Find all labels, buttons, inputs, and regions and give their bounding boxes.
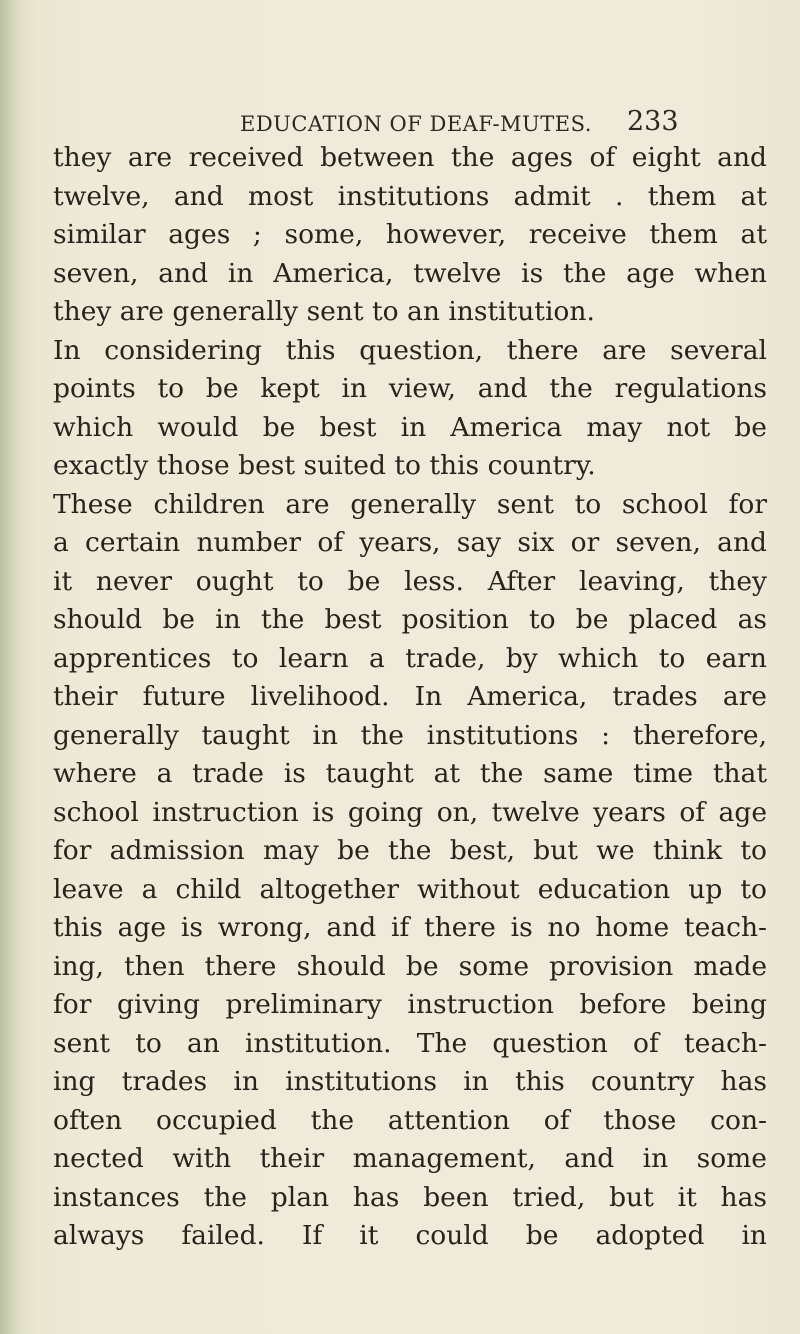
text-line: instances the plan has been tried, but it has bbox=[53, 1181, 767, 1213]
text-line: seven, and in America, twelve is the age when bbox=[53, 257, 767, 289]
text-line: apprentices to learn a trade, by which to earn bbox=[53, 642, 767, 674]
running-title: EDUCATION OF DEAF-MUTES. bbox=[240, 112, 592, 136]
text-line: twelve, and most institutions admit . them at bbox=[53, 180, 767, 212]
text-line: points to be kept in view, and the regulations bbox=[53, 373, 767, 404]
text-line: sent to an institution. The question of teach- bbox=[53, 1027, 767, 1059]
text-line: they are generally sent to an institution. bbox=[53, 296, 595, 327]
text-line: their future livelihood. In America, trades are bbox=[53, 681, 767, 712]
text-line: similar ages ; some, however, receive them at bbox=[53, 219, 767, 250]
text-line: exactly those best suited to this country. bbox=[53, 450, 596, 481]
text-line: it never ought to be less. After leaving, they bbox=[53, 565, 767, 597]
text-line: These children are generally sent to school for bbox=[53, 488, 767, 520]
text-line: nected with their management, and in some bbox=[53, 1143, 767, 1174]
text-line: In considering this question, there are several bbox=[53, 334, 767, 366]
text-line: which would be best in America may not be bbox=[53, 411, 767, 443]
text-line: they are received between the ages of eight and bbox=[53, 142, 767, 173]
text-line: leave a child altogether without education up to bbox=[53, 873, 767, 905]
text-line: for giving preliminary instruction before being bbox=[53, 989, 767, 1020]
text-line: generally taught in the institutions : therefore, bbox=[53, 719, 767, 751]
page-number: 233 bbox=[627, 106, 679, 137]
text-line: ing trades in institutions in this country has bbox=[53, 1066, 767, 1097]
text-line: always failed. If it could be adopted in bbox=[53, 1220, 767, 1251]
text-line: should be in the best position to be placed as bbox=[53, 604, 767, 635]
text-line: ing, then there should be some provision made bbox=[53, 950, 767, 982]
text-line: often occupied the attention of those con- bbox=[53, 1104, 767, 1136]
text-line: for admission may be the best, but we think to bbox=[53, 835, 767, 866]
body-text bbox=[53, 139, 767, 1256]
text-line: this age is wrong, and if there is no home teach- bbox=[53, 912, 767, 943]
binding-shadow bbox=[0, 0, 22, 1334]
text-line: school instruction is going on, twelve years of age bbox=[53, 796, 767, 828]
text-line: where a trade is taught at the same time that bbox=[53, 758, 767, 789]
text-line: a certain number of years, say six or seven, and bbox=[53, 527, 767, 558]
